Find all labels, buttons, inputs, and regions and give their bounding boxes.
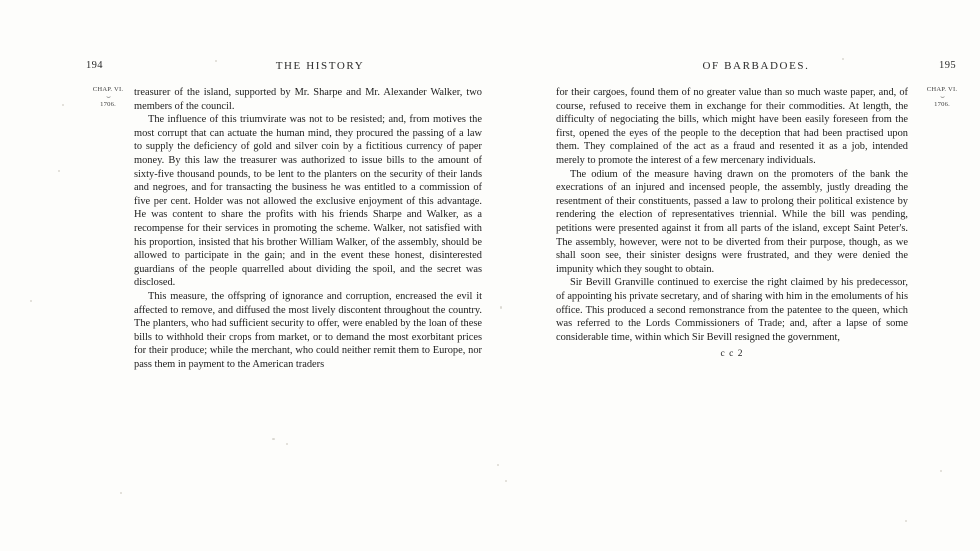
paragraph: Sir Bevill Granville continued to exercise the right claimed by his predecessor, of appointing his private secretary, and of sharing with him in the emoluments of his office. This produced a second remonstrance from the patentee to the queen, which was referred to the Lords Commissioners of Trade; and, after a lapse of some considerable time, within which Sir Bevill resigned the government, (556, 277, 908, 343)
chapter-label-right: CHAP. VI. (926, 86, 958, 93)
brace-ornament-icon: ⌣ (106, 93, 110, 102)
year-label-right: 1706. (934, 100, 950, 108)
paragraph: treasurer of the island, supported by Mr. Sharpe and Mr. Alexander Walker, two members of the council. (134, 87, 482, 112)
paragraph: for their cargoes, found them of no greater value than so much waste paper, and, of course, refused to receive them in exchange for their commodities. At length, the difficulty of negociating the bills, which might have been easily foreseen from the first, opened the eyes of the people to the deception that had been practised upon them. They complained of the act as a fraud and resented it as a job, intended merely to promote the interest of a few mercenary individuals. (556, 87, 908, 166)
running-head-left: THE HISTORY (275, 60, 365, 72)
left-page-text (134, 86, 482, 371)
page-number-left: 194 (86, 60, 103, 71)
right-page-header (556, 60, 956, 82)
signature-catchword: c c 2 (720, 349, 744, 360)
chapter-marginal-note-left (86, 86, 130, 109)
year-label-left: 1706. (100, 100, 116, 108)
right-page-text (556, 86, 908, 362)
paragraph: The influence of this triumvirate was not to be resisted; and, from motives the most corrupt that can actuate the human mind, they procured the passing of a law to supply the deficiency of gold and silver coin by a fictitious currency of paper money. By this law the treasurer was authorized to issue bills to the amount of sixty-five thousand pounds, to be lent to the planters on the security of their lands and negroes, and for transacting the business he was entitled to a commission of five per cent. Holder was not allowed the exclusive enjoyment of this advantage. He was content to share the profits with his friends Sharpe and Walker, as a recompense for their services in promoting the scheme. Walker, not satisfied with his proportion, insisted that his brother William Walker, of the assembly, should be allowed to participate in the gain; and in the event these honest, disinterested guardians of the people quarrelled about dividing the spoil, and the secret was disclosed. (134, 114, 482, 289)
running-head-right: OF BARBADOES. (702, 60, 810, 72)
chapter-label-left: CHAP. VI. (92, 86, 124, 93)
paragraph: This measure, the offspring of ignorance and corruption, encreased the evil it affected to remove, and diffused the most lively discontent throughout the country. The planters, who had sufficient security to offer, were enabled by the loan of these bills to withhold their crops from market, or to demand the most exorbitant prices for their produce; while the merchant, who could neither remit them to Europe, nor pass them in payment to the American traders (134, 290, 482, 370)
paragraph: The odium of the measure having drawn on the promoters of the bank the execrations of an injured and incensed people, the assembly, justly dreading the resentment of their constituents, passed a law to prolong their political existence by rendering the election of representatives triennial. While the bill was pending, petitions were presented against it from all parts of the island, except Saint Peter's. The assembly, however, were not to be diverted from their purpose, though, as we shall soon see, their sinister designs were frustrated, and they were denied the impunity which they sought to obtain. (556, 168, 908, 275)
left-page-header (86, 60, 486, 82)
brace-ornament-icon: ⌣ (940, 93, 944, 102)
right-page (556, 60, 956, 480)
page-number-right: 195 (939, 60, 956, 71)
left-page (86, 60, 486, 480)
chapter-marginal-note-right (920, 86, 964, 109)
